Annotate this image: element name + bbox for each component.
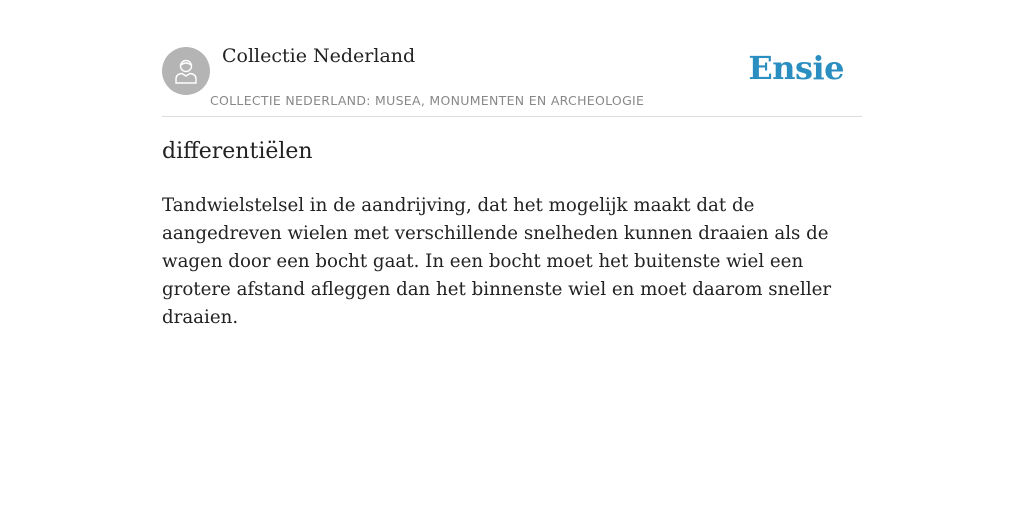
- avatar[interactable]: [162, 47, 210, 95]
- entry-header: [162, 44, 862, 117]
- definition-text: Tandwielstelsel in de aandrijving, dat het mogelijk maakt dat de aangedreven wielen met verschillende snelheden kunnen draaien als de wagen door een bocht gaat. In een bocht moet het buitenste wiel een grotere afstand afleggen dan het binnenste wiel en moet daarom sneller draaien.: [162, 195, 832, 328]
- author-name[interactable]: Collectie Nederland: [222, 45, 416, 67]
- term-title: differentiëlen: [162, 139, 313, 164]
- user-icon: [171, 56, 201, 86]
- collection-title[interactable]: COLLECTIE NEDERLAND: MUSEA, MONUMENTEN EN ARCHEOLOGIE: [210, 93, 645, 108]
- ensie-logo[interactable]: Ensie: [748, 49, 844, 87]
